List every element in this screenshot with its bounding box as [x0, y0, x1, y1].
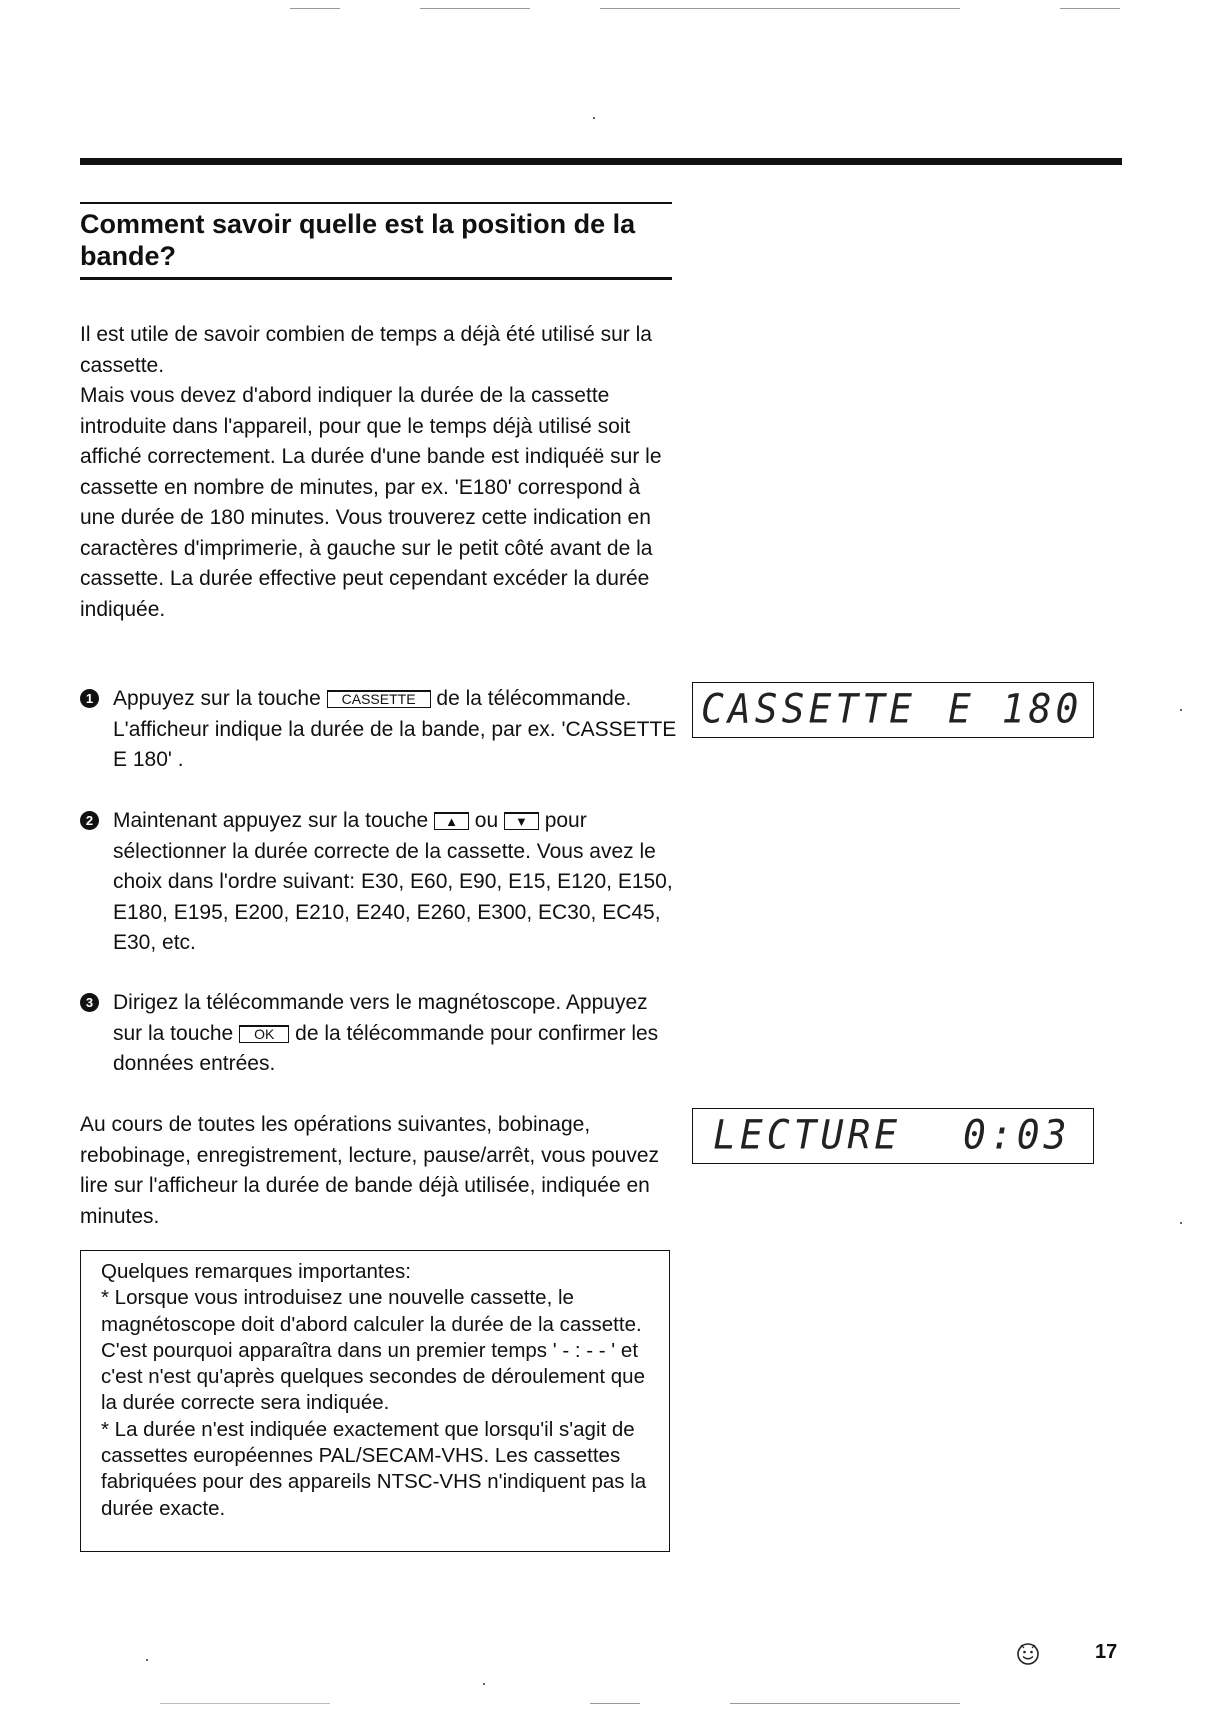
title-rule-bottom — [80, 277, 672, 280]
scan-artifact — [420, 8, 530, 9]
notes-box — [80, 1250, 670, 1552]
smiley-face-icon — [1015, 1641, 1041, 1667]
cassette-key: CASSETTE — [327, 690, 431, 708]
step-number-3: 3 — [80, 993, 99, 1012]
scan-artifact — [730, 1703, 960, 1704]
display-lecture — [692, 1108, 1094, 1164]
step-1-body — [113, 684, 680, 776]
notes-heading: Quelques remarques importantes: — [101, 1260, 411, 1283]
intro-paragraph-1: Il est utile de savoir combien de temps a déjà été utilisé sur la cassette. — [80, 323, 652, 377]
intro-paragraph-2: Mais vous devez d'abord indiquer la durée de la cassette introduite dans l'appareil, pour que le temps déjà utilisé soit affiché correctement. La durée d'une bande est indiquéë sur le cassette en nombre de minutes, par ex. 'E180' correspond à une durée de 180 minutes. Vous trouverez cette indication en caractères d'imprimerie, à gauche sur le petit côté avant de la cassette. La durée effective peut cependant excéder la durée indiquée. — [80, 384, 662, 621]
title-rule-top — [80, 202, 672, 204]
step-1 — [80, 684, 680, 776]
scan-artifact — [1060, 8, 1120, 9]
up-arrow-key: ▲ — [434, 812, 469, 830]
scan-artifact — [600, 8, 960, 9]
operations-paragraph: Au cours de toutes les opérations suivantes, bobinage, rebobinage, enregistrement, lecture, pause/arrêt, vous pouvez lire sur l'afficheur la durée de bande déjà utilisée, indiquée en minutes. — [80, 1113, 660, 1228]
display-lecture-right: 0:03 — [963, 1111, 1071, 1159]
step-3-body — [113, 988, 680, 1080]
scan-speck — [483, 1683, 485, 1685]
step-number-1: 1 — [80, 689, 99, 708]
step-2-text-before: Maintenant appuyez sur la touche — [113, 809, 429, 832]
step-number-2: 2 — [80, 811, 99, 830]
scan-speck — [1180, 709, 1182, 711]
display-lecture-left: LECTURE — [713, 1111, 902, 1159]
intro-text — [80, 320, 680, 625]
scan-artifact — [290, 8, 340, 9]
step-2-text-after: pour sélectionner la durée correcte de la cassette. Vous avez le choix dans l'ordre suivant: E30, E60, E90, E15, E120, E150, E180, E195, E200, E210, E240, E260, E300, EC30, EC45, E30, etc. — [113, 809, 673, 954]
scan-speck — [1180, 1222, 1182, 1224]
step-2 — [80, 806, 680, 959]
display-cassette-left: CASSETTE — [701, 685, 917, 733]
step-3-text-after: de la télécommande pour confirmer les données entrées. — [113, 1021, 659, 1075]
page-title: Comment savoir quelle est la position de la bande? — [80, 209, 636, 271]
page-number: 17 — [1095, 1641, 1118, 1663]
display-cassette-right: E 180 — [948, 685, 1083, 733]
step-1-text-after: de la télécommande. L'afficheur indique la durée de la bande, par ex. 'CASSETTE E 180' . — [113, 687, 677, 771]
note-item-2: * La durée n'est indiquée exactement que lorsqu'il s'agit de cassettes européennes PAL/SECAM-VHS. Les cassettes fabriquées pour des appareils NTSC-VHS n'indiquent pas la durée exacte. — [101, 1417, 647, 1520]
header-rule — [80, 158, 1122, 165]
note-item-1: * Lorsque vous introduisez une nouvelle cassette, le magnétoscope doit d'abord calculer la durée de la cassette. C'est pourquoi apparaîtra dans un premier temps ' - : - - ' et c'est n'est qu'après quelques secondes de déroulement que la durée correcte sera indiquée. — [101, 1286, 645, 1415]
down-arrow-key: ▼ — [504, 812, 539, 830]
ok-key: OK — [239, 1025, 289, 1043]
step-2-body — [113, 806, 680, 959]
step-2-text-middle: ou — [474, 809, 499, 832]
display-cassette — [692, 682, 1094, 738]
scan-speck — [593, 117, 595, 119]
scan-artifact — [160, 1703, 330, 1704]
step-1-text-before: Appuyez sur la touche — [113, 687, 321, 710]
step-3 — [80, 988, 680, 1080]
scan-speck — [146, 1659, 148, 1661]
step-3-text-before: Dirigez la télécommande vers le magnétoscope. Appuyez sur la touche — [113, 991, 648, 1045]
scan-artifact — [590, 1703, 640, 1704]
